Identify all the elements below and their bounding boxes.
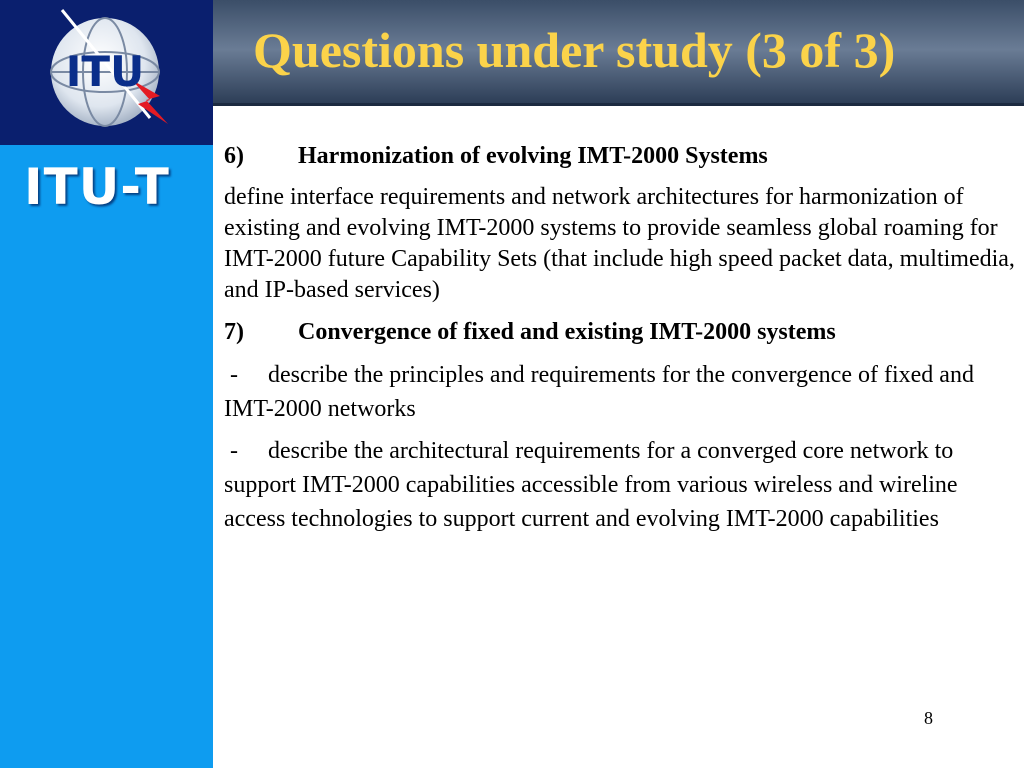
section-title: Harmonization of evolving IMT-2000 Systems [298, 143, 768, 169]
bullet-text: describe the architectural requirements for a converged core network to support IMT-2000 capabilities accessible from various wireless and wireline access technologies to support current and evolving IMT-2000 capabilities [224, 438, 958, 532]
section-heading [224, 138, 1016, 174]
section-title: Convergence of fixed and existing IMT-2000 systems [298, 319, 836, 345]
title-bar-divider [213, 103, 1024, 106]
bullet-marker: - [230, 438, 238, 464]
bullet-item [224, 358, 1016, 426]
section-number: 7) [224, 319, 244, 345]
itu-logo [0, 0, 213, 145]
brand-label: ITU-T [24, 158, 170, 216]
bullet-text: describe the principles and requirements for the convergence of fixed and IMT-2000 networks [224, 362, 974, 422]
section-number: 6) [224, 143, 244, 169]
slide-title: Questions under study (3 of 3) [253, 22, 896, 78]
globe-icon [0, 0, 213, 145]
bullet-item [224, 434, 1016, 536]
section-heading [224, 314, 1016, 350]
logo-text: ITU [65, 47, 145, 96]
page-number: 8 [924, 708, 933, 728]
slide-content [224, 138, 1016, 542]
section-paragraph: define interface requirements and network architectures for harmonization of existing and evolving IMT-2000 systems to provide seamless global roaming for IMT-2000 future Capability Sets (that include high speed packet data, multimedia, and IP-based services) [224, 184, 1015, 303]
bullet-marker: - [230, 362, 238, 388]
